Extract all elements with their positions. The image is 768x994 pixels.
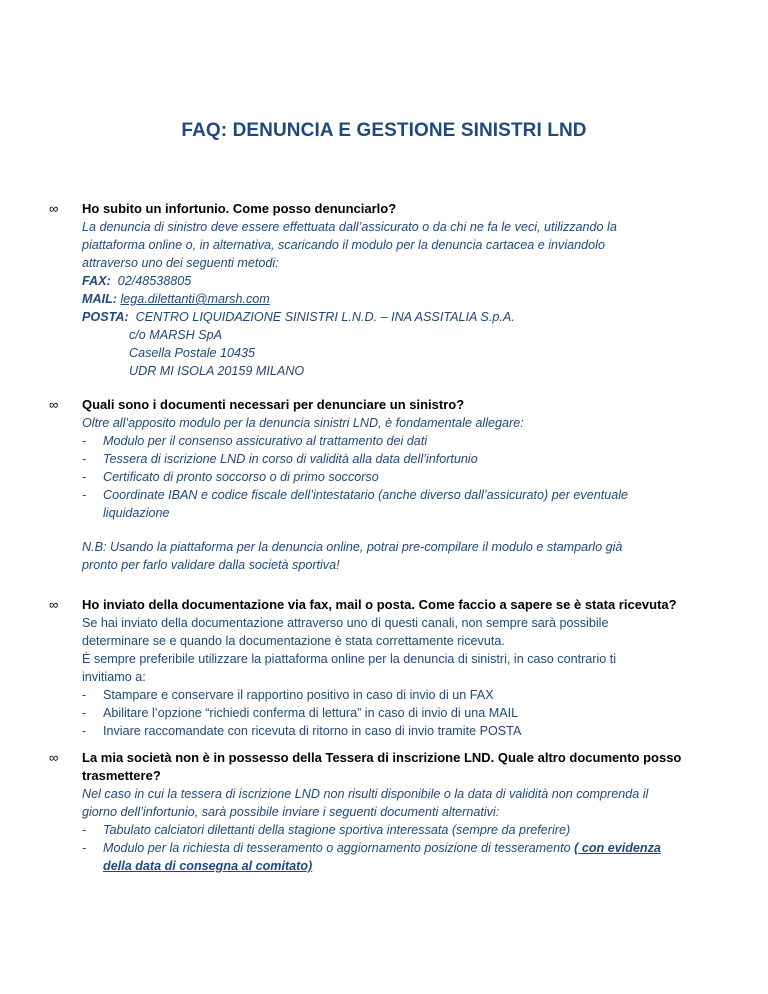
faq-answer-line: determinare se e quando la documentazione è stata correttamente ricevuta. [82, 634, 505, 648]
list-item [82, 686, 692, 704]
faq-question: Ho inviato della documentazione via fax, mail o posta. Come faccio a sapere se è stata ricevuta? [82, 597, 677, 612]
list-item [82, 468, 692, 486]
faq-item-2 [49, 396, 692, 574]
list-item [82, 722, 692, 740]
mail-line [82, 290, 692, 308]
address-line: Casella Postale 10435 [129, 346, 256, 360]
list-item-text: Tabulato calciatori dilettanti della stagione sportiva interessata (sempre da preferire) [103, 823, 571, 837]
list-item-text: Modulo per la richiesta di tesseramento o aggiornamento posizione di tesseramento [103, 841, 575, 855]
faq-item-3 [49, 596, 692, 740]
faq-answer-line: Oltre all’apposito modulo per la denuncia sinistri LND, è fondamentale allegare: [82, 416, 524, 430]
faq-item-1 [49, 200, 692, 380]
faq-answer-line: È sempre preferibile utilizzare la piattaforma online per la denuncia di sinistri, in caso contrario ti [82, 652, 617, 666]
faq-question: La mia società non è in possesso della Tessera di inscrizione LND. Quale altro documento posso [82, 750, 682, 765]
fax-number: 02/48538805 [117, 274, 192, 288]
faq-answer-line: attraverso uno dei seguenti metodi: [82, 256, 279, 270]
list-dash: - [82, 688, 87, 702]
list-dash: - [82, 470, 87, 484]
list-dash: - [82, 488, 87, 502]
fax-label: FAX: [82, 274, 111, 288]
faq-question: trasmettere? [82, 768, 161, 783]
faq-question: Ho subito un infortunio. Come posso denunciarlo? [82, 201, 397, 216]
faq-item-4 [49, 749, 692, 875]
posta-label: POSTA: [82, 310, 129, 324]
list-dash: - [82, 452, 87, 466]
list-item-text: Modulo per il consenso assicurativo al trattamento dei dati [103, 434, 428, 448]
list-item [82, 821, 692, 839]
emphasis-text: della data di consegna al comitato) [103, 859, 313, 873]
posta-recipient: CENTRO LIQUIDAZIONE SINISTRI L.N.D. – INA ASSITALIA S.p.A. [135, 310, 515, 324]
bullet-icon: ∞ [49, 201, 59, 216]
mail-label: MAIL: [82, 292, 117, 306]
note-line: pronto per farlo validare dalla società sportiva! [82, 558, 340, 572]
bullet-icon: ∞ [49, 397, 59, 412]
note-line: N.B: Usando la piattaforma per la denuncia online, potrai pre-compilare il modulo e stamparlo già [82, 540, 623, 554]
list-item-text: Certificato di pronto soccorso o di primo soccorso [103, 470, 379, 484]
bullet-icon: ∞ [49, 597, 59, 612]
list-item [82, 704, 692, 722]
faq-answer-line: La denuncia di sinistro deve essere effettuata dall’assicurato o da chi ne fa le veci, utilizzando la [82, 220, 617, 234]
bullet-icon: ∞ [49, 750, 59, 765]
list-item [82, 486, 692, 522]
emphasis-text: ( con evidenza [574, 841, 661, 855]
list-dash: - [82, 841, 87, 855]
list-item-text: Stampare e conservare il rapportino positivo in caso di invio di un FAX [103, 688, 494, 702]
address-line: UDR MI ISOLA 20159 MILANO [129, 364, 305, 378]
list-dash: - [82, 724, 87, 738]
list-dash: - [82, 823, 87, 837]
email-link[interactable]: lega.dilettanti@marsh.com [120, 292, 270, 306]
list-item [82, 450, 692, 468]
address-line: c/o MARSH SpA [129, 328, 223, 342]
fax-line [82, 272, 692, 290]
faq-answer-line: Se hai inviato della documentazione attraverso uno di questi canali, non sempre sarà possibile [82, 616, 609, 630]
list-item-text: Inviare raccomandate con ricevuta di ritorno in caso di invio tramite POSTA [103, 724, 522, 738]
faq-answer-line: invitiamo a: [82, 670, 146, 684]
list-dash: - [82, 706, 87, 720]
faq-answer-line: giorno dell’infortunio, sarà possibile inviare i seguenti documenti alternativi: [82, 805, 500, 819]
faq-answer-line: piattaforma online o, in alternativa, scaricando il modulo per la denuncia cartacea e inviandolo [82, 238, 605, 252]
list-item-text: Coordinate IBAN e codice fiscale dell’intestatario (anche diverso dall’assicurato) per eventuale liquidazione [103, 488, 629, 520]
list-item-text: Abilitare l’opzione “richiedi conferma di lettura” in caso di invio di una MAIL [103, 706, 519, 720]
faq-question: Quali sono i documenti necessari per denunciare un sinistro? [82, 397, 465, 412]
list-dash: - [82, 434, 87, 448]
list-item [82, 839, 692, 875]
page-title: FAQ: DENUNCIA E GESTIONE SINISTRI LND [181, 120, 587, 141]
list-item-text: Tessera di iscrizione LND in corso di validità alla data dell’infortunio [103, 452, 478, 466]
faq-answer-line: Nel caso in cui la tessera di iscrizione LND non risulti disponibile o la data di validità non comprenda il [82, 787, 649, 801]
list-item [82, 432, 692, 450]
posta-line [82, 308, 692, 326]
